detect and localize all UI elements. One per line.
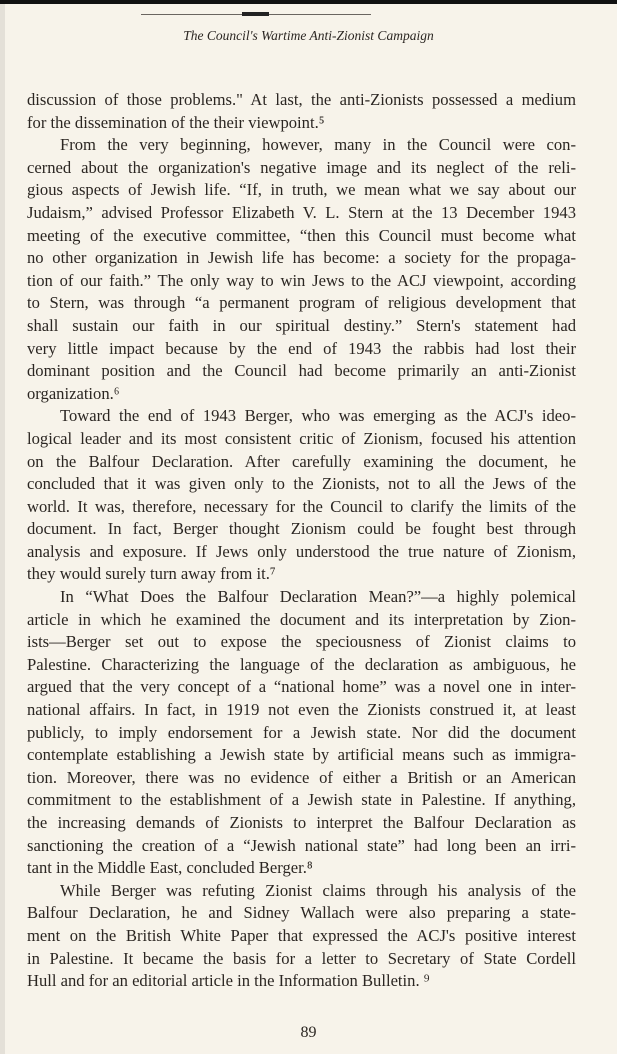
text-line: In “What Does the Balfour Declaration Mean?”—a highly polemical <box>60 587 576 607</box>
text-line: meeting of the executive committee, “then this Council must become what <box>27 225 576 245</box>
text-line: Balfour Declaration, he and Sidney Wallach were also preparing a state- <box>27 903 576 923</box>
text-line: concluded that it was given only to the Zionists, not to all the Jews of the <box>27 474 576 494</box>
text-line: very little impact because by the end of 1943 the rabbis had lost their <box>27 338 576 358</box>
text-line: world. It was, therefore, necessary for the Council to clarify the limits of the <box>27 496 576 516</box>
text-line: no other organization in Jewish life has become: a society for the propaga- <box>27 248 576 268</box>
paragraph <box>27 880 576 993</box>
header-rule-ornament <box>242 12 269 16</box>
text-line: While Berger was refuting Zionist claims through his analysis of the <box>60 880 576 900</box>
paragraph <box>27 405 576 586</box>
text-line: to Stern, was through “a permanent program of religious development that <box>27 293 576 313</box>
text-line: on the Balfour Declaration. After carefully examining the document, he <box>27 451 576 471</box>
text-line: Palestine. Characterizing the language of the declaration as ambiguous, he <box>27 654 576 674</box>
window-top-border <box>0 0 617 4</box>
body-text <box>27 89 576 993</box>
text-line: dominant position and the Council had become primarily an anti-Zionist <box>27 361 576 381</box>
text-line: organization.⁶ <box>27 383 120 403</box>
text-line: Judaism,” advised Professor Elizabeth V. L. Stern at the 13 December 1943 <box>27 202 576 222</box>
paragraph <box>27 134 576 405</box>
text-line: From the very beginning, however, many in the Council were con- <box>60 135 576 155</box>
text-line: ists—Berger set out to expose the speciousness of Zionist claims to <box>27 632 576 652</box>
text-line: publicly, to imply endorsement for a Jewish state. Nor did the document <box>27 722 576 742</box>
text-line: gious aspects of Jewish life. “If, in truth, we mean what we say about our <box>27 180 576 200</box>
text-line: tion. Moreover, there was no evidence of either a British or an American <box>27 767 576 787</box>
text-line: they would surely turn away from it.⁷ <box>27 564 276 584</box>
page-edge <box>0 4 5 1054</box>
text-line: in Palestine. It became the basis for a letter to Secretary of State Cordell <box>27 948 576 968</box>
text-line: commitment to the establishment of a Jewish state in Palestine. If anything, <box>27 790 576 810</box>
text-line: cerned about the organization's negative image and its neglect of the reli- <box>27 157 576 177</box>
text-line: Toward the end of 1943 Berger, who was emerging as the ACJ's ideo- <box>60 406 576 426</box>
text-line: logical leader and its most consistent critic of Zionism, focused his attention <box>27 428 576 448</box>
text-line: ment on the British White Paper that expressed the ACJ's positive interest <box>27 925 576 945</box>
text-line: article in which he examined the document and its interpretation by Zion- <box>27 609 576 629</box>
text-line: argued that the very concept of a “national home” was a novel one in inter- <box>27 677 576 697</box>
text-line: analysis and exposure. If Jews only understood the true nature of Zionism, <box>27 541 576 561</box>
paragraph <box>27 586 576 880</box>
text-line: sanctioning the creation of a “Jewish national state” had long been an irri- <box>27 835 576 855</box>
text-line: for the dissemination of the their viewpoint.⁵ <box>27 112 325 132</box>
running-head: The Council's Wartime Anti-Zionist Campaign <box>183 28 434 43</box>
text-line: tant in the Middle East, concluded Berger.⁸ <box>27 858 313 878</box>
text-line: national affairs. In fact, in 1919 not even the Zionists construed it, at least <box>27 700 576 720</box>
paragraph <box>27 89 576 134</box>
text-line: tion of our faith.” The only way to win Jews to the ACJ viewpoint, according <box>27 270 576 290</box>
text-line: Hull and for an editorial article in the Information Bulletin. ⁹ <box>27 971 430 991</box>
text-line: document. In fact, Berger thought Zionism could be fought best through <box>27 519 576 539</box>
text-line: discussion of those problems." At last, the anti-Zionists possessed a medium <box>27 90 576 109</box>
text-line: contemplate establishing a Jewish state by artificial means such as immigra- <box>27 745 576 765</box>
page-number: 89 <box>300 1024 317 1041</box>
text-line: the increasing demands of Zionists to interpret the Balfour Declaration as <box>27 813 576 832</box>
text-line: shall sustain our faith in our spiritual destiny.” Stern's statement had <box>27 315 576 335</box>
